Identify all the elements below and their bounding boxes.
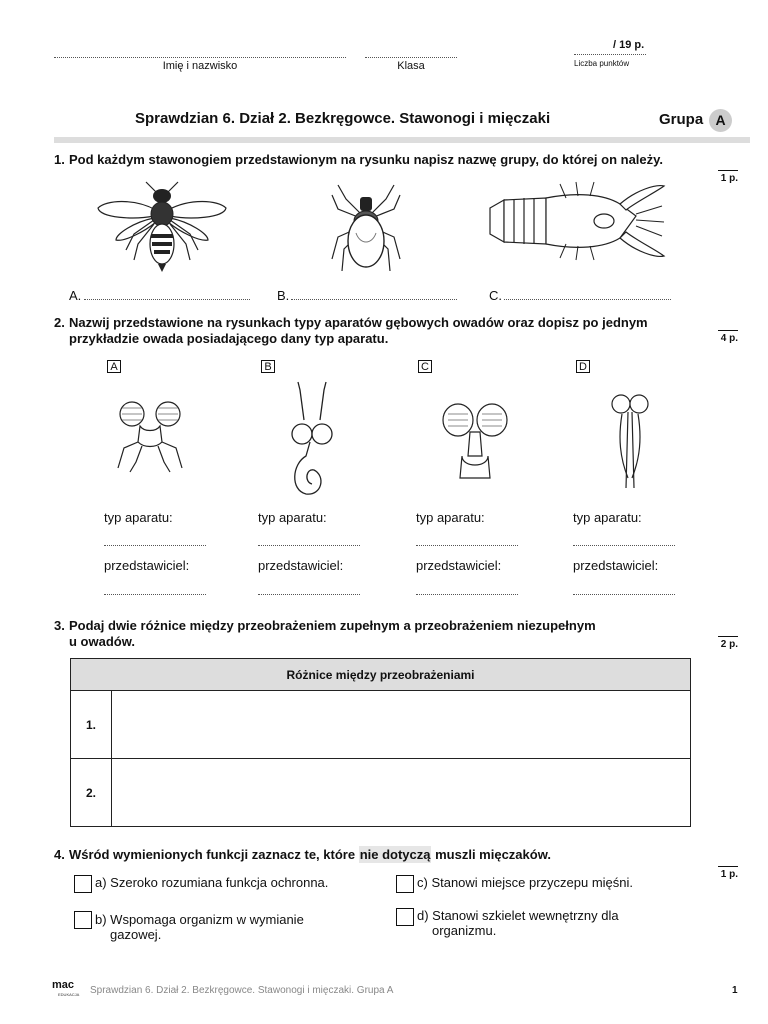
points-total: / 19 p.: [613, 39, 645, 51]
group-label: Grupa: [659, 111, 704, 128]
q2-number: 2.: [54, 315, 65, 330]
q2-label-c: C: [418, 360, 432, 373]
q2-d-type-label: typ aparatu:: [573, 510, 642, 525]
answer-cell-2[interactable]: [112, 759, 691, 827]
publisher-logo-sub: EDUKACJA: [58, 992, 80, 997]
option-b-label-line2: gazowej.: [110, 927, 162, 942]
mouthparts-c-image: [440, 398, 510, 484]
q2-d-rep-label: przedstawiciel:: [573, 558, 659, 573]
q4-number: 4.: [54, 847, 65, 862]
table-row: [71, 759, 691, 827]
group-badge: A: [709, 109, 732, 132]
q4-points: 1 p.: [718, 866, 738, 880]
class-line[interactable]: [365, 57, 457, 58]
q2-b-type-line[interactable]: [258, 545, 360, 546]
mouthparts-b-image: [282, 380, 342, 500]
crayfish-image: [486, 180, 666, 262]
q2-text-line1: Nazwij przedstawione na rysunkach typy aparatów gębowych owadów oraz dopisz po jednym: [69, 315, 648, 330]
q2-d-rep-line[interactable]: [573, 594, 675, 595]
q2-c-type-label: typ aparatu:: [416, 510, 485, 525]
tick-image: [326, 183, 406, 273]
points-line[interactable]: [574, 54, 646, 55]
option-b-label-line1: b) Wspomaga organizm w wymianie: [95, 912, 304, 927]
q2-d-type-line[interactable]: [573, 545, 675, 546]
option-d-checkbox[interactable]: [396, 908, 414, 926]
q2-label-a: A: [107, 360, 121, 373]
q3-text-line1: Podaj dwie różnice między przeobrażeniem zupełnym a przeobrażeniem niezupełnym: [69, 618, 596, 633]
q1-text: Pod każdym stawonogiem przedstawionym na rysunku napisz nazwę grupy, do której on należy.: [69, 152, 664, 167]
q3-points: 2 p.: [718, 636, 738, 650]
q1-answer-a-line[interactable]: [84, 299, 250, 300]
q1-number: 1.: [54, 152, 65, 167]
name-label: Imię i nazwisko: [162, 60, 238, 72]
q2-c-type-line[interactable]: [416, 545, 518, 546]
q2-b-rep-line[interactable]: [258, 594, 360, 595]
publisher-logo: mac: [52, 979, 75, 991]
mouthparts-a-image: [110, 396, 190, 476]
option-c-checkbox[interactable]: [396, 875, 414, 893]
q2-text-line2: przykładzie owada posiadającego dany typ aparatu.: [69, 331, 389, 346]
q1-answer-a-label: A.: [69, 288, 82, 303]
answer-cell-1[interactable]: [112, 691, 691, 759]
q2-c-rep-line[interactable]: [416, 594, 518, 595]
mouthparts-d-image: [608, 388, 652, 492]
page-number: 1: [732, 985, 738, 996]
q1-answer-b-label: B.: [277, 288, 290, 303]
q2-a-rep-line[interactable]: [104, 594, 206, 595]
page-title: Sprawdzian 6. Dział 2. Bezkręgowce. Stawonogi i mięczaki: [135, 110, 551, 127]
q2-a-rep-label: przedstawiciel:: [104, 558, 190, 573]
q1-points: 1 p.: [718, 170, 738, 184]
q3-number: 3.: [54, 618, 65, 633]
q4-text-highlight: nie dotyczą: [359, 847, 431, 862]
q4-text: [69, 847, 551, 863]
q3-text-line2: u owadów.: [69, 634, 135, 649]
footer-text: Sprawdzian 6. Dział 2. Bezkręgowce. Stawonogi i mięczaki. Grupa A: [90, 985, 394, 996]
row-number: 1.: [71, 691, 112, 759]
option-a-label: a) Szeroko rozumiana funkcja ochronna.: [95, 875, 329, 890]
q2-label-d: D: [576, 360, 590, 373]
q2-b-rep-label: przedstawiciel:: [258, 558, 344, 573]
row-number: 2.: [71, 759, 112, 827]
q2-c-rep-label: przedstawiciel:: [416, 558, 502, 573]
q2-label-b: B: [261, 360, 275, 373]
table-row: [71, 691, 691, 759]
q4-text-before: Wśród wymienionych funkcji zaznacz te, które: [69, 847, 359, 862]
option-d-label-line1: d) Stanowi szkielet wewnętrzny dla: [417, 908, 619, 923]
q2-a-type-label: typ aparatu:: [104, 510, 173, 525]
q2-points: 4 p.: [718, 330, 738, 344]
q1-answer-c-line[interactable]: [504, 299, 671, 300]
wasp-image: [94, 180, 230, 274]
q1-answer-c-label: C.: [489, 288, 502, 303]
points-label: Liczba punktów: [574, 59, 630, 68]
option-a-checkbox[interactable]: [74, 875, 92, 893]
name-line[interactable]: [54, 57, 346, 58]
title-divider: [54, 137, 750, 143]
q1-answer-b-line[interactable]: [291, 299, 457, 300]
class-label: Klasa: [397, 60, 425, 72]
option-b-checkbox[interactable]: [74, 911, 92, 929]
option-c-label: c) Stanowi miejsce przyczepu mięśni.: [417, 875, 634, 890]
table-header: Różnice między przeobrażeniami: [71, 659, 691, 691]
option-d-label-line2: organizmu.: [432, 923, 497, 938]
q2-a-type-line[interactable]: [104, 545, 206, 546]
differences-table: [70, 658, 691, 827]
q2-b-type-label: typ aparatu:: [258, 510, 327, 525]
q4-text-after: muszli mięczaków.: [431, 847, 551, 862]
